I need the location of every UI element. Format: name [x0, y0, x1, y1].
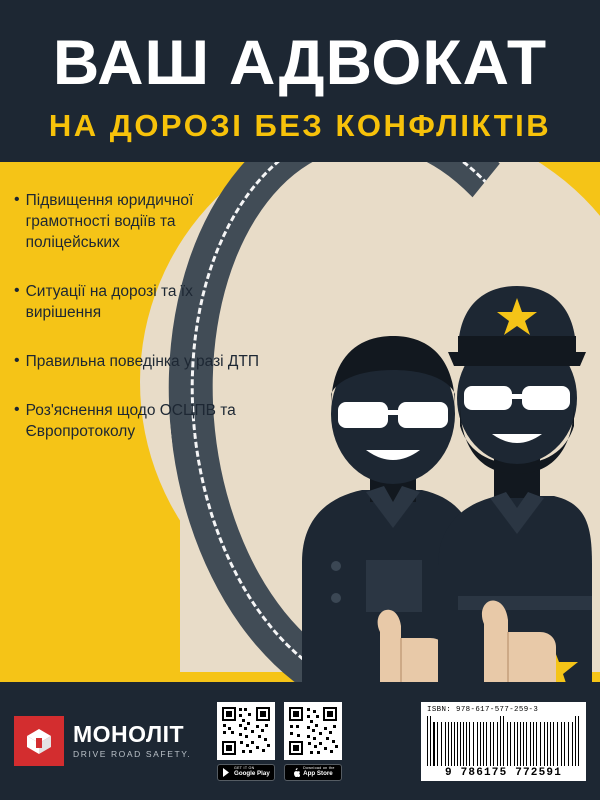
list-item	[14, 281, 272, 323]
logo-mark-icon	[14, 716, 64, 766]
app-store-links	[217, 702, 342, 781]
bullet-dot-icon: •	[14, 400, 20, 418]
qr-code-google-play[interactable]	[217, 702, 275, 760]
isbn-text: ISBN: 978-617-577-259-3	[427, 705, 539, 714]
isbn-barcode	[421, 702, 586, 781]
app-store-badge[interactable]	[284, 764, 342, 781]
driver-and-police-officer-illustration	[262, 162, 592, 682]
store-badge-bottom: App Store	[303, 770, 333, 778]
store-item-google-play[interactable]	[217, 702, 275, 781]
apple-icon	[292, 768, 300, 777]
store-badge-top: Download on the	[303, 765, 335, 770]
list-item-label: Правильна поведінка у разі ДТП	[25, 352, 260, 370]
publisher-name-block	[73, 723, 191, 759]
google-play-icon	[223, 768, 231, 777]
list-item	[14, 400, 272, 442]
qr-code-icon	[220, 705, 272, 757]
bullet-dot-icon: •	[14, 351, 20, 369]
publisher-logo	[14, 716, 191, 766]
google-play-badge[interactable]	[217, 764, 275, 781]
publisher-tagline: DRIVE ROAD SAFETY.	[73, 749, 192, 760]
page-subtitle: НА ДОРОЗІ БЕЗ КОНФЛІКТІВ	[48, 107, 552, 143]
list-item-label: Підвищення юридичної грамотності водіїв та поліцейських	[25, 191, 194, 251]
isbn-number: 9 786175 772591	[444, 766, 563, 779]
qr-code-icon	[287, 705, 339, 757]
list-item-label: Ситуації на дорозі та їх вирішення	[25, 282, 193, 321]
qr-code-app-store[interactable]	[284, 702, 342, 760]
store-item-app-store[interactable]	[284, 702, 342, 781]
cube-icon	[25, 727, 53, 755]
cover-footer	[0, 682, 600, 800]
list-item	[14, 351, 272, 372]
feature-list	[0, 162, 272, 442]
list-item	[14, 190, 272, 253]
cover-body	[0, 162, 600, 682]
store-badge-top: GET IT ON	[234, 765, 255, 770]
publisher-name: МОНОЛІТ	[73, 721, 185, 748]
list-item-label: Роз'яснення щодо ОСЦПВ та Європротоколу	[25, 401, 236, 440]
store-badge-bottom: Google Play	[234, 770, 270, 778]
page-title: ВАШ АДВОКАТ	[52, 28, 548, 98]
barcode-graphic	[427, 716, 580, 766]
bullet-dot-icon: •	[14, 281, 20, 299]
cover-header	[0, 0, 600, 162]
bullet-dot-icon: •	[14, 190, 20, 208]
